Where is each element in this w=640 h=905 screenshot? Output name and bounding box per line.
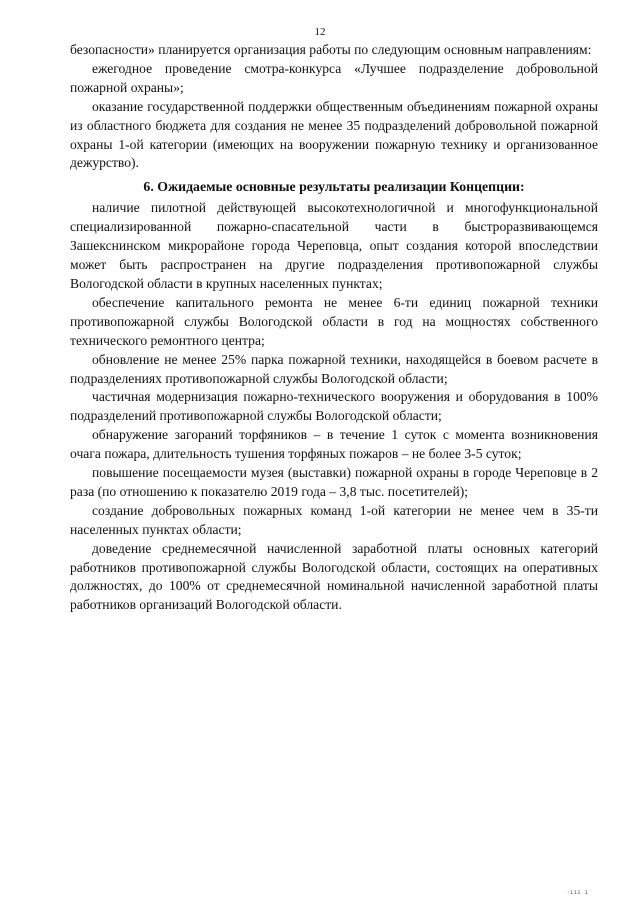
section-heading: 6. Ожидаемые основные результаты реализации Концепции: (143, 179, 525, 195)
paragraph-state-support: оказание государственной поддержки общественным объединениям пожарной охраны из областного бюджета для создания не менее 35 подразделений добровольной пожарной охраны 1-ой категории (имеющих на вооружении пожарную технику и организованное дежурство). (70, 98, 598, 171)
paragraph-continuation: безопасности» планируется организация работы по следующим основным направлениям: (70, 42, 592, 57)
paragraph-result-modernization: частичная модернизация пожарно-технического вооружения и оборудования в 100% подразделений противопожарной службы Вологодской области; (70, 389, 598, 424)
paragraph-result-museum: повышение посещаемости музея (выставки) пожарной охраны в городе Череповце в 2 раза (по отношению к показателю 2019 года – 3,8 тыс. посетителей); (70, 465, 598, 499)
paragraph-result-pilot-unit: наличие пилотной действующей высокотехнологичной и многофункциональной специализированной пожарно-спасательной части в быстроразвивающемся Зашекснинском микрорайоне города Череповца, опыт создания которой впоследствии может быть распространен на другие подразделения противопожарной службы Вологодской области в крупных населенных пунктах; (70, 200, 598, 291)
paragraph-result-peat-fires: обнаружение загораний торфяников – в течение 1 суток с момента возникновения очага пожара, длительность тушения торфяных пожаров – не более 3-5 суток; (70, 427, 598, 462)
paragraph-result-salary: доведение среднемесячной начисленной заработной платы основных категорий работников противопожарной службы Вологодской области, состоящих на оперативных должностях, до 100% от среднемесячной номинальной начисленной заработной платы работников организаций Вологодской области. (70, 540, 598, 613)
paragraph-contest: ежегодное проведение смотра-конкурса «Лучшее подразделение добровольной пожарной охраны»; (70, 60, 598, 95)
scan-corner-mark: ·ııı ı (566, 889, 588, 896)
page-number: 12 (314, 26, 326, 38)
paragraph-result-repair: обеспечение капитального ремонта не менее 6-ти единиц пожарной техники противопожарной службы Вологодской области в год на мощностях собственного технического ремонтного центра; (70, 294, 598, 348)
paragraph-result-volunteer-teams: создание добровольных пожарных команд 1-ой категории не менее чем в 35-ти населенных пунктах области; (70, 502, 598, 537)
paragraph-result-fleet-renewal: обновление не менее 25% парка пожарной техники, находящейся в боевом расчете в подразделениях противопожарной службы Вологодской области; (70, 351, 598, 386)
document-body (70, 41, 598, 615)
